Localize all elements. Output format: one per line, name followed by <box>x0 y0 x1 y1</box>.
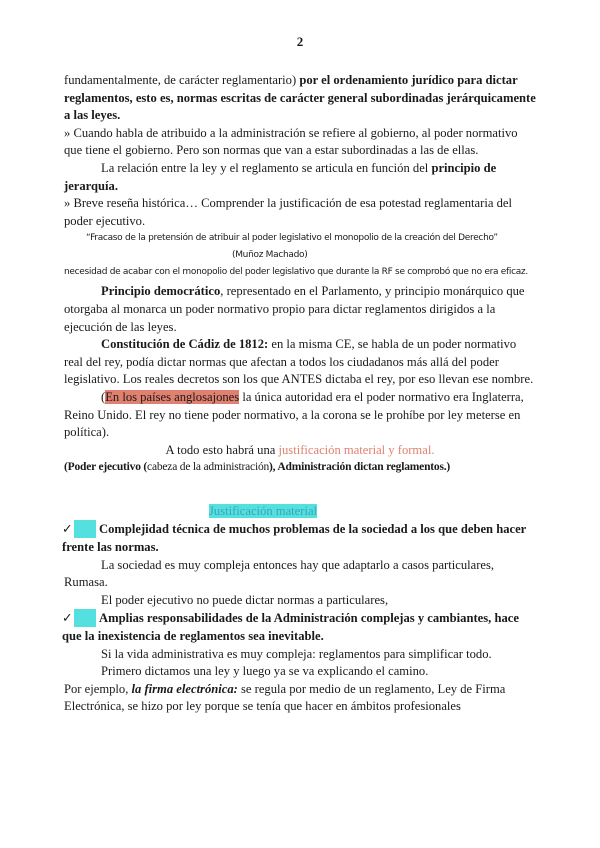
final-text-c: se regula por medio de un reglamento, Ley de Firma Electrónica, se hizo por ley porque se tenía que hacer en ámbitos profesionales <box>64 681 506 714</box>
paragraph-after-check: Si la vida administrativa es muy compleja: reglamentos para simplificar todo. <box>101 646 492 661</box>
justification-text: A todo esto habrá una <box>165 442 279 457</box>
section-title <box>64 503 536 521</box>
paragraph-justification <box>64 442 536 460</box>
page-number: 2 <box>296 34 304 49</box>
intro-bold-text: por el ordenamiento jurídico para dictar reglamentos, esto es, normas escritas de carácter general subordinadas jerárquicamente a las leyes. <box>64 73 536 123</box>
checklist-item <box>62 520 536 556</box>
anglosaxon-text: la única autoridad era el poder normativo era Inglaterra, Reino Unido. El rey no tiene poder normativo, a la corona se le prohíbe por ley meterse en política). <box>64 389 524 440</box>
checklist-item-text: Complejidad técnica de muchos problemas de la sociedad a los que deben hacer frente las normas. <box>62 522 527 555</box>
checklist-item-text: Amplias responsabilidades de la Administración complejas y cambiantes, hace que la inexistencia de reglamentos sea inevitable. <box>62 611 519 644</box>
hierarchy-text: La relación entre la ley y el reglamento se articula en función del <box>101 160 432 175</box>
paragraph-anglosaxon <box>64 389 536 442</box>
document-body <box>64 72 536 716</box>
executive-bold-c: ), Administración dictan reglamentos.) <box>269 461 451 474</box>
paragraph-executive <box>64 459 536 477</box>
note-line: necesidad de acabar con el monopolio del poder legislativo que durante la RF se comprobó que no era eficaz. <box>64 267 528 278</box>
cadiz-text: en la misma CE, se habla de un poder normativo real del rey, podía dictar normas que afectan a todos los ciudadanos más allá del poder legislativo. Los reales decretos son los que ANTES dictaba el rey, por eso llevan ese nombre. <box>64 337 534 387</box>
hierarchy-bold-text: principio de jerarquía. <box>64 160 497 193</box>
paragraph-democratic <box>64 283 536 336</box>
paragraph-history: » Breve reseña histórica… Comprender la justificación de esa potestad reglamentaria del poder ejecutivo. <box>64 196 512 228</box>
paragraph-after-check: Primero dictamos una ley y luego ya se va explicando el camino. <box>101 664 429 679</box>
cadiz-bold-text: Constitución de Cádiz de 1812: <box>101 337 269 352</box>
check-icon: ✓ <box>62 520 96 538</box>
paragraph-after-check: El poder ejecutivo no puede dictar normas a particulares, <box>101 592 389 607</box>
final-bold-italic: la firma electrónica: <box>131 681 238 696</box>
intro-text: fundamentalmente, de carácter reglamentario) <box>64 73 300 87</box>
justification-red-text: justificación material y formal. <box>278 442 435 457</box>
final-text-a: Por ejemplo, <box>64 681 132 696</box>
paragraph-final <box>64 681 536 716</box>
executive-normal: cabeza de la administración <box>147 461 270 474</box>
democratic-bold-text: Principio democrático <box>101 284 221 299</box>
check-icon: ✓ <box>62 609 96 627</box>
paragraph-intro <box>64 72 536 125</box>
section-title-text: Justificación material <box>209 503 318 518</box>
paragraph-hierarchy <box>64 160 536 195</box>
paren-open: ( <box>101 389 106 404</box>
paragraph-cadiz <box>64 336 536 389</box>
democratic-text: , representado en el Parlamento, y principio monárquico que otorgaba al monarca un poder normativo propio para dictar reglamentos dirigidos a la ejecución de las leyes. <box>64 284 525 334</box>
executive-bold-a: (Poder ejecutivo ( <box>64 461 148 474</box>
quote-author: (Muñoz Machado) <box>232 250 308 261</box>
checklist-item <box>62 609 536 645</box>
paragraph-government: » Cuando habla de atribuido a la administración se refiere al gobierno, al poder normativo que tiene el gobierno. Pero son normas que van a estar subordinadas a las de ellas. <box>64 125 518 158</box>
paragraph-after-check: La sociedad es muy compleja entonces hay que adaptarlo a casos particulares, Rumasa. <box>64 557 495 590</box>
highlight-anglosaxon: En los países anglosajones <box>105 389 240 404</box>
quote: “Fracaso de la pretensión de atribuir al poder legislativo el monopolio de la creación del Derecho” <box>86 233 498 244</box>
